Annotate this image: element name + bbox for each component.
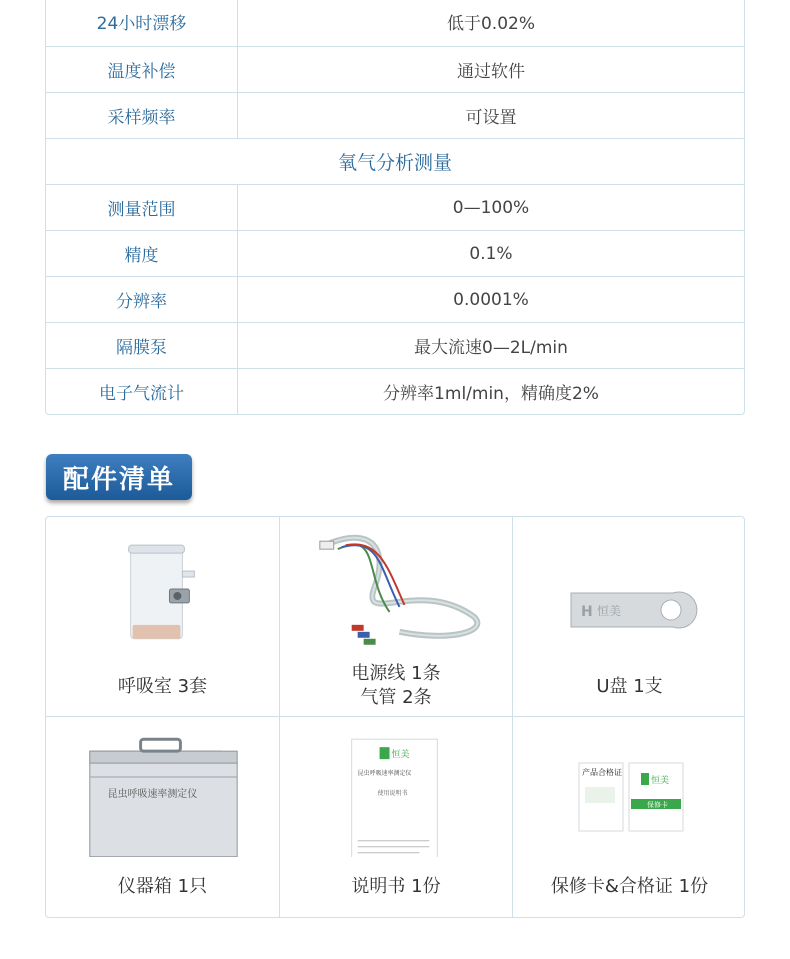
accessory-label xyxy=(280,662,512,710)
spec-label: 精度 xyxy=(46,231,238,276)
accessory-label: 呼吸室 3套 xyxy=(117,676,208,697)
accessories-heading: 配件清单 xyxy=(46,454,192,500)
usb-drive-image xyxy=(513,517,745,657)
spec-value: 通过软件 xyxy=(457,62,525,82)
manual-image xyxy=(280,717,512,857)
manual-title-text: 昆虫呼吸速率测定仪 xyxy=(357,770,412,778)
usb-brand-text: 恒美 xyxy=(597,604,622,618)
cable-label-line2: 气管 2条 xyxy=(360,687,432,708)
accessories-grid xyxy=(45,516,745,918)
spec-row xyxy=(46,46,744,92)
spec-label: 采样频率 xyxy=(46,93,238,138)
spec-row xyxy=(46,184,744,230)
breathing-chamber-image xyxy=(46,517,279,657)
spec-label: 隔膜泵 xyxy=(46,323,238,368)
spec-value: 分辨率1ml/min，精确度2% xyxy=(383,384,599,404)
cable-label-line1: 电源线 1条 xyxy=(351,663,441,684)
accessory-label: 说明书 1份 xyxy=(351,876,441,897)
spec-row xyxy=(46,368,744,414)
spec-section-title: 氧气分析测量 xyxy=(46,138,744,184)
warranty-green-text: 保修卡 xyxy=(647,801,668,809)
manual-brand-text: 恒美 xyxy=(391,750,410,761)
spec-row xyxy=(46,322,744,368)
spec-row xyxy=(46,230,744,276)
svg-text:H: H xyxy=(581,604,593,620)
accessory-cables xyxy=(280,517,513,717)
spec-value: 0.1% xyxy=(469,243,513,264)
accessory-manual xyxy=(280,717,513,918)
accessory-label: 保修卡&合格证 1份 xyxy=(550,876,709,897)
spec-value: 低于0.02% xyxy=(446,13,535,34)
cables-image xyxy=(280,517,512,657)
accessory-warranty xyxy=(513,717,745,918)
spec-table xyxy=(45,0,745,415)
spec-label: 分辨率 xyxy=(46,277,238,322)
accessory-breathing-chamber xyxy=(46,517,280,717)
accessory-label: 仪器箱 1只 xyxy=(117,876,208,897)
accessory-case xyxy=(46,717,280,918)
spec-value: 0.0001% xyxy=(453,289,529,310)
warranty-card-image xyxy=(513,717,745,857)
spec-label: 测量范围 xyxy=(46,185,238,230)
spec-value: 最大流速0—2L/min xyxy=(414,338,568,358)
spec-row xyxy=(46,92,744,138)
instrument-case-image xyxy=(46,717,279,857)
spec-value: 可设置 xyxy=(465,108,517,128)
spec-label: 24小时漂移 xyxy=(46,0,238,46)
accessory-usb xyxy=(513,517,745,717)
certificate-title-text: 产品合格证 xyxy=(582,768,622,777)
case-label-text: 昆虫呼吸速率测定仪 xyxy=(107,788,198,800)
spec-row xyxy=(46,0,744,46)
spec-label: 温度补偿 xyxy=(46,47,238,92)
accessory-label: U盘 1支 xyxy=(596,676,663,697)
spec-label: 电子气流计 xyxy=(46,369,238,414)
spec-value: 0—100% xyxy=(452,197,530,218)
warranty-brand-text: 恒美 xyxy=(651,776,670,786)
spec-row xyxy=(46,276,744,322)
manual-subtitle-text: 使用说明书 xyxy=(377,789,408,797)
